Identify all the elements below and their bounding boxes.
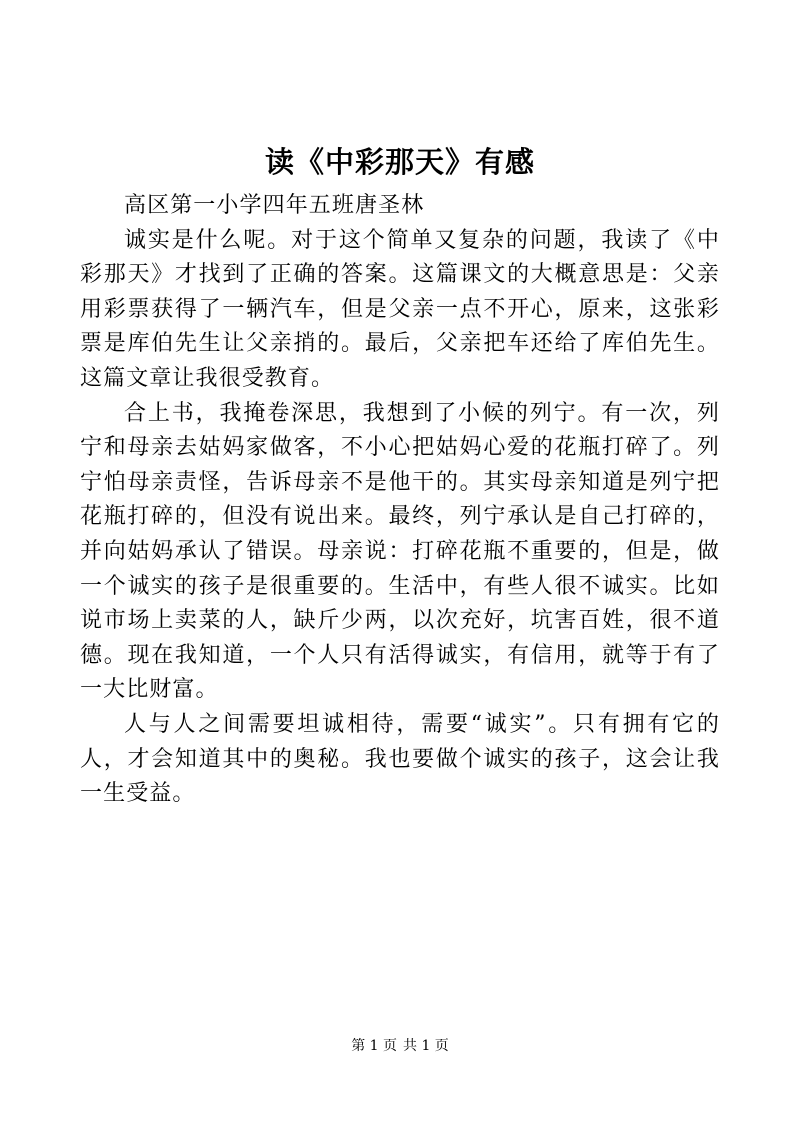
document-body [80,189,720,812]
page-footer [0,1036,800,1056]
document-title: 读《中彩那天》有感 [264,145,535,179]
page-number: 第 1 页 [351,1038,397,1054]
page-total: 共 1 页 [403,1038,449,1054]
paragraph: 诚实是什么呢。对于这个简单又复杂的问题，我读了《中彩那天》才找到了正确的答案。这篇课文的大概意思是：父亲用彩票获得了一辆汽车，但是父亲一点不开心，原来，这张彩票是库伯先生让父亲捎的。最后，父亲把车还给了库伯先生。这篇文章让我很受教育。 [80,227,720,391]
paragraph: 合上书，我掩卷深思，我想到了小候的列宁。有一次，列宁和母亲去姑妈家做客，不小心把姑妈心爱的花瓶打碎了。列宁怕母亲责怪，告诉母亲不是他干的。其实母亲知道是列宁把花瓶打碎的，但没有说出来。最终，列宁承认是自己打碎的，并向姑妈承认了错误。母亲说：打碎花瓶不重要的，但是，做一个诚实的孩子是很重要的。生活中，有些人很不诚实。比如说市场上卖菜的人，缺斤少两，以次充好，坑害百姓，很不道德。现在我知道，一个人只有活得诚实，有信用，就等于有了一大比财富。 [80,400,720,703]
author-line: 高区第一小学四年五班唐圣林 [124,193,425,218]
paragraph: 人与人之间需要坦诚相待，需要“诚实”。只有拥有它的人，才会知道其中的奥秘。我也要做个诚实的孩子，这会让我一生受益。 [80,711,720,807]
